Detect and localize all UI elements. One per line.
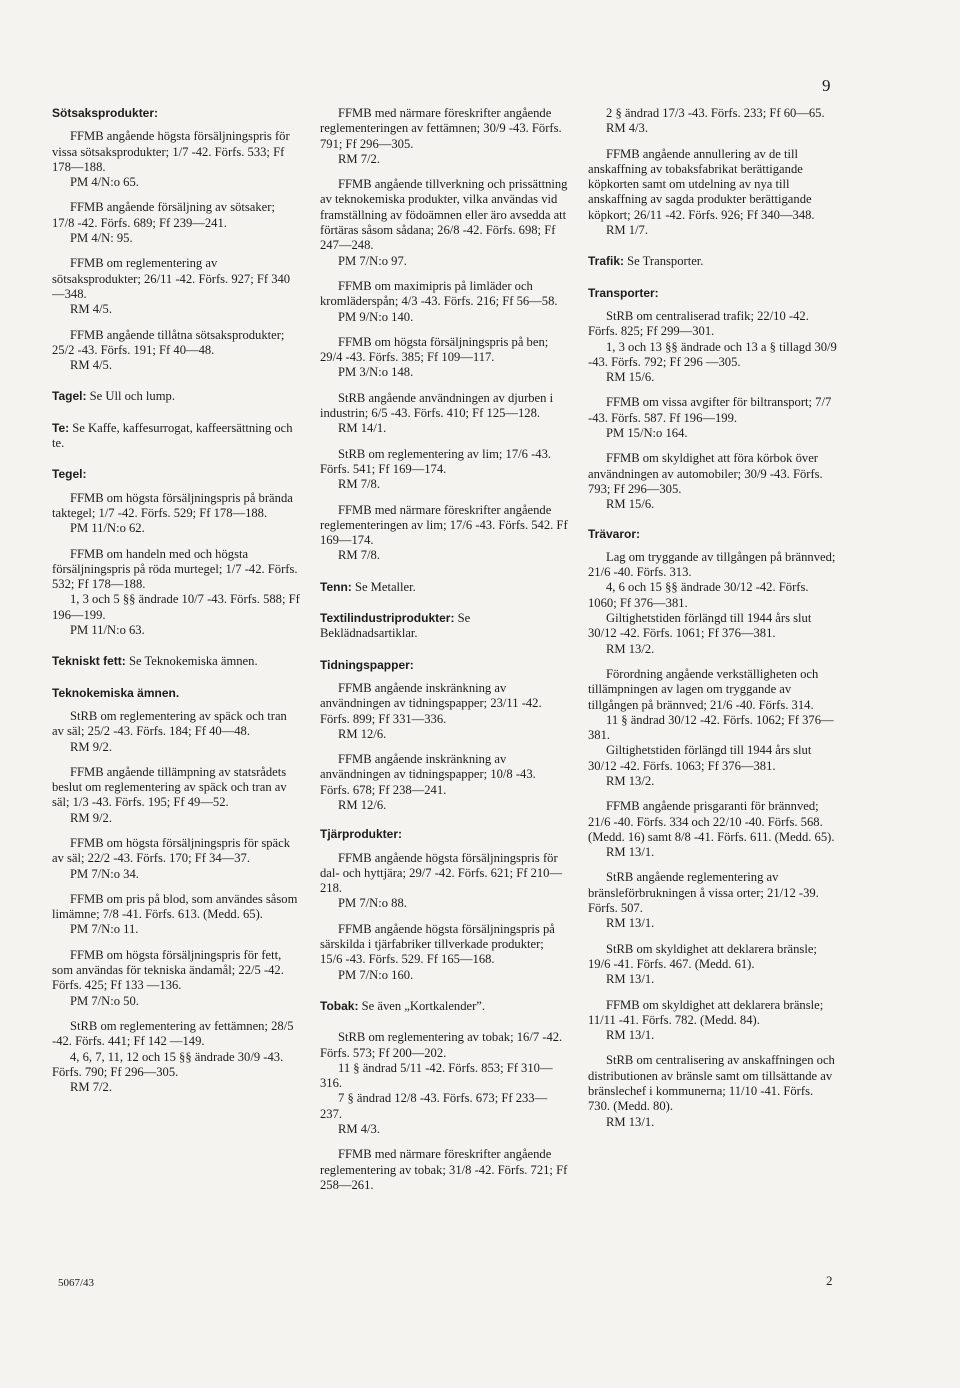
cross-reference-text: Se Transporter. (627, 254, 704, 269)
entry-reference: RM 15/6. (606, 497, 655, 512)
page-number: 9 (822, 76, 831, 95)
register-entry (52, 328, 300, 374)
register-entry (52, 200, 300, 246)
entry-text: FFMB om skyldighet att föra körbok över användningen av automobiler; 30/9 -43. Förfs. 793; Ff 296—305. (588, 451, 823, 496)
entry-reference: RM 4/5. (70, 358, 112, 373)
entry-reference: RM 15/6. (606, 370, 655, 385)
entry-text: FFMB angående inskränkning av användningen av tidningspapper; 10/8 -43. Förfs. 678; Ff 238—241. (320, 752, 536, 797)
entry-text: FFMB med närmare föreskrifter angående reglementeringen av lim; 17/6 -43. Förfs. 542. Ff 169—174. (320, 502, 568, 548)
register-entry (588, 799, 838, 860)
entry-text: FFMB angående tillåtna sötsaksprodukter; 25/2 -43. Förfs. 191; Ff 40—48. (52, 327, 285, 357)
register-entry (52, 1019, 300, 1095)
register-entry (52, 256, 300, 317)
entry-text: FFMB angående annullering av de till anskaffning av tobaksfabrikat berättigande köpkorten samt om utdelning av nya till anskaffning av sagda produkter berättigande köpkort; 26/11 -42. Förfs. 926; Ff 340—348. (588, 146, 815, 222)
register-entry (588, 942, 838, 988)
cross-reference-label: Te: (52, 420, 70, 435)
entry-text: StRB om centralisering av anskaffningen och distributionen av bränsle samt om tillsättande av bränslechef i kommunerna; 11/10 -41. Förfs. 730. (Medd. 80). (588, 1053, 835, 1114)
cross-reference (52, 421, 300, 452)
cross-reference-label: Tobak: (320, 998, 359, 1013)
entry-text: StRB om reglementering av lim; 17/6 -43. Förfs. 541; Ff 169—174. (320, 446, 552, 476)
section-heading: Tjärprodukter: (320, 827, 403, 842)
cross-reference (320, 999, 568, 1014)
entry-reference: PM 7/N:o 50. (70, 993, 139, 1008)
register-entry (320, 335, 568, 381)
entry-text: FFMB om skyldighet att deklarera bränsle; 11/11 -41. Förfs. 782. (Medd. 84). (588, 997, 824, 1027)
register-entry (588, 1053, 838, 1129)
entry-text: FFMB angående högsta försäljningspris för dal- och hyttjära; 29/7 -42. Förfs. 621; Ff 210—218. (320, 850, 563, 896)
cross-reference (320, 611, 568, 642)
entry-reference: RM 13/2. (606, 773, 655, 788)
entry-amendment: Giltighetstiden förlängd till 1944 års slut 30/12 -42. Förfs. 1061; Ff 376—381. (588, 611, 812, 641)
entry-reference: PM 7/N:o 97. (338, 253, 407, 268)
register-entry (588, 451, 838, 512)
entry-text: StRB om skyldighet att deklarera bränsle; 19/6 -41. Förfs. 467. (Medd. 61). (588, 941, 817, 971)
register-entry (52, 765, 300, 826)
cross-reference-label: Textilindustriprodukter: (320, 611, 455, 626)
register-entry (320, 391, 568, 437)
register-entry (588, 395, 838, 441)
entry-amendment: Giltighetstiden förlängd till 1944 års slut 30/12 -42. Förfs. 1063; Ff 376—381. (588, 743, 812, 773)
entry-reference: RM 13/1. (606, 1028, 655, 1043)
register-entry (320, 1147, 568, 1193)
cross-reference (52, 389, 300, 404)
entry-reference: RM 7/2. (70, 1080, 112, 1095)
entry-reference: RM 4/3. (338, 1122, 380, 1137)
entry-reference: PM 15/N:o 164. (606, 426, 688, 441)
register-entry (588, 870, 838, 931)
entry-text: FFMB om högsta försäljningspris för späck av säl; 22/2 -43. Förfs. 170; Ff 34—37. (52, 835, 291, 866)
register-entry (588, 106, 838, 137)
cross-reference-text: Se Kaffe, kaffesurrogat, kaffeersättning och te. (52, 420, 293, 451)
entry-reference: PM 4/N:o 65. (70, 175, 139, 190)
entry-reference: RM 1/7. (606, 223, 648, 238)
entry-text: FFMB med närmare föreskrifter angående reglementeringen av fettämnen; 30/9 -43. Förfs. 791; Ff 296—305. (320, 106, 562, 151)
entry-text: FFMB om högsta försäljningspris på brända taktegel; 1/7 -42. Förfs. 529; Ff 178—188. (52, 490, 293, 520)
entry-text: FFMB angående tillämpning av statsrådets beslut om reglementering av späck och tran av säl; 1/3 -43. Förfs. 195; Ff 49—52. (52, 764, 287, 810)
cross-reference-text: Se Metaller. (354, 579, 416, 594)
entry-reference: RM 4/5. (70, 302, 112, 317)
register-entry (588, 309, 838, 385)
register-entry (320, 851, 568, 912)
column-1 (52, 106, 300, 1105)
cross-reference-label: Tenn: (320, 579, 352, 594)
entry-text: FFMB om reglementering av sötsaksprodukter; 26/11 -42. Förfs. 927; Ff 340—348. (52, 256, 291, 301)
entry-reference: PM 7/N:o 34. (70, 866, 139, 881)
entry-text: FFMB med närmare föreskrifter angående reglementering av tobak; 31/8 -42. Förfs. 721; Ff 258—261. (320, 1147, 568, 1192)
entry-text: FFMB angående högsta försäljningspris på särskilda i tjärfabriker tillverkade produkter; 15/6 -43. Förfs. 529. Ff 165—168. (320, 921, 555, 967)
entry-text: FFMB om pris på blod, som användes såsom limämne; 7/8 -41. Förfs. 613. (Medd. 65). (52, 891, 298, 922)
register-entry (52, 547, 300, 639)
register-entry (320, 279, 568, 325)
entry-text: StRB angående reglementering av bränsleförbrukningen å vissa orter; 21/12 -39. Förfs. 507. (588, 870, 819, 916)
section-heading: Teknokemiska ämnen. (52, 685, 180, 700)
register-entry (320, 447, 568, 493)
register-entry (320, 503, 568, 564)
entry-amendment: 4, 6 och 15 §§ ändrade 30/12 -42. Förfs. 1060; Ff 376—381. (588, 580, 809, 610)
register-entry (52, 709, 300, 755)
register-entry (588, 667, 838, 789)
entry-reference: RM 13/1. (606, 972, 655, 987)
entry-reference: PM 4/N: 95. (70, 231, 133, 246)
register-entry (320, 1030, 568, 1137)
register-entry (52, 948, 300, 1009)
entry-reference: PM 11/N:o 62. (70, 521, 145, 536)
entry-text: FFMB angående försäljning av sötsaker; 17/8 -42. Förfs. 689; Ff 239—241. (52, 200, 275, 230)
entry-amendment: 11 § ändrad 5/11 -42. Förfs. 853; Ff 310—316. (320, 1060, 553, 1091)
section-heading: Tegel: (52, 467, 87, 482)
section-heading: Trävaror: (588, 526, 641, 541)
entry-reference: RM 13/1. (606, 916, 655, 931)
entry-reference: RM 7/2. (338, 151, 380, 166)
entry-text: StRB om reglementering av tobak; 16/7 -42. Förfs. 573; Ff 200—202. (320, 1030, 563, 1060)
entry-text: StRB angående användningen av djurben i industrin; 6/5 -43. Förfs. 410; Ff 125—128. (320, 390, 554, 421)
entry-text: FFMB angående prisgaranti för brännved; 21/6 -40. Förfs. 334 och 22/10 -40. Förfs. 568. (Medd. 16) samt 8/8 -41. Förfs. 611. (Medd. 65). (588, 799, 835, 844)
entry-text: FFMB om högsta försäljningspris på ben; 29/4 -43. Förfs. 385; Ff 109—117. (320, 334, 549, 365)
entry-text: FFMB om högsta försäljningspris för fett, som användas för tekniska ändamål; 22/5 -42. Förfs. 425; Ff 133 —136. (52, 947, 284, 993)
register-entry (320, 922, 568, 983)
entry-text: Förordning angående verkställigheten och tillämpningen av lagen om tryggande av tillgången på brännved; 21/6 -40. Förfs. 314. (588, 666, 819, 712)
entry-text: FFMB angående högsta försäljningspris för vissa sötsaksprodukter; 1/7 -42. Förfs. 533; Ff 178—188. (52, 129, 290, 174)
entry-text: StRB om reglementering av fettämnen; 28/5 -42. Förfs. 441; Ff 142 —149. (52, 1018, 294, 1049)
entry-reference: RM 7/8. (338, 548, 380, 563)
entry-amendment: 11 § ändrad 30/12 -42. Förfs. 1062; Ff 376—381. (588, 712, 834, 743)
cross-reference-text: Se Beklädnadsartiklar. (320, 611, 471, 641)
column-3 (588, 106, 838, 1140)
entry-text: StRB om centraliserad trafik; 22/10 -42. Förfs. 825; Ff 299—301. (588, 308, 809, 339)
print-code: 5067/43 (58, 1277, 95, 1289)
column-2 (320, 106, 568, 1203)
entry-reference: PM 9/N:o 140. (338, 309, 414, 324)
entry-reference: RM 14/1. (338, 421, 387, 436)
entry-reference: PM 3/N:o 148. (338, 365, 414, 380)
entry-reference: RM 9/2. (70, 810, 112, 825)
entry-amendment: 7 § ändrad 12/8 -43. Förfs. 673; Ff 233—237. (320, 1091, 548, 1121)
register-entry (52, 491, 300, 537)
entry-reference: PM 7/N:o 160. (338, 967, 414, 982)
entry-amendment: 4, 6, 7, 11, 12 och 15 §§ ändrade 30/9 -43. Förfs. 790; Ff 296—305. (52, 1049, 284, 1079)
entry-amendment: 1, 3 och 5 §§ ändrade 10/7 -43. Förfs. 588; Ff 196—199. (52, 592, 300, 622)
register-entry (320, 681, 568, 742)
register-entry (320, 177, 568, 269)
entry-text: 2 § ändrad 17/3 -43. Förfs. 233; Ff 60—65. (606, 106, 825, 120)
register-entry (320, 752, 568, 813)
entry-amendment: 1, 3 och 13 §§ ändrade och 13 a § tillagd 30/9 -43. Förfs. 792; Ff 296 —305. (588, 339, 837, 369)
register-entry (52, 129, 300, 190)
entry-reference: RM 12/6. (338, 797, 387, 812)
register-entry (588, 147, 838, 239)
entry-text: FFMB om handeln med och högsta försäljningspris på röda murtegel; 1/7 -42. Förfs. 532; Ff 178—188. (52, 546, 298, 592)
register-entry (52, 892, 300, 938)
entry-text: Lag om tryggande av tillgången på brännved; 21/6 -40. Förfs. 313. (588, 549, 836, 580)
entry-text: StRB om reglementering av späck och tran av säl; 25/2 -43. Förfs. 184; Ff 40—48. (52, 708, 287, 739)
register-entry (588, 998, 838, 1044)
entry-text: FFMB angående inskränkning av användningen av tidningspapper; 23/11 -42. Förfs. 899; Ff 331—336. (320, 680, 542, 726)
entry-reference: RM 13/1. (606, 1114, 655, 1129)
section-heading: Transporter: (588, 285, 659, 300)
cross-reference (52, 654, 300, 669)
entry-reference: RM 13/2. (606, 641, 655, 656)
entry-reference: RM 9/2. (70, 739, 112, 754)
entry-text: FFMB om vissa avgifter för biltransport; 7/7 -43. Förfs. 587. Ff 196—199. (588, 395, 832, 425)
entry-reference: RM 12/6. (338, 726, 387, 741)
signature-mark: 2 (826, 1273, 833, 1288)
cross-reference-text: Se även „Kortkalender”. (361, 998, 486, 1013)
entry-reference: PM 11/N:o 63. (70, 623, 145, 638)
cross-reference (588, 254, 838, 269)
cross-reference-text: Se Teknokemiska ämnen. (128, 654, 258, 669)
section-heading: Tidningspapper: (320, 657, 414, 672)
cross-reference-label: Tagel: (52, 389, 87, 404)
entry-text: FFMB om maximipris på limläder och kromläderspån; 4/3 -43. Förfs. 216; Ff 56—58. (320, 278, 558, 309)
entry-reference: PM 7/N:o 11. (70, 922, 139, 937)
register-entry (588, 550, 838, 657)
entry-reference: PM 7/N:o 88. (338, 896, 407, 911)
cross-reference (320, 580, 568, 595)
entry-reference: RM 7/8. (338, 477, 380, 492)
entry-reference: RM 13/1. (606, 845, 655, 860)
register-entry (320, 106, 568, 167)
cross-reference-label: Trafik: (588, 254, 625, 269)
cross-reference-label: Tekniskt fett: (52, 654, 126, 669)
section-heading: Sötsaksprodukter: (52, 106, 159, 120)
cross-reference-text: Se Ull och lump. (89, 389, 175, 404)
entry-text: FFMB angående tillverkning och prissättning av teknokemiska produkter, vilka användas vid framställning av födoämnen eller äro avsedda att förtäras såsom sådana; 26/8 -42. Förfs. 698; Ff 247—248. (320, 177, 568, 253)
register-entry (52, 836, 300, 882)
entry-reference: RM 4/3. (606, 121, 648, 136)
